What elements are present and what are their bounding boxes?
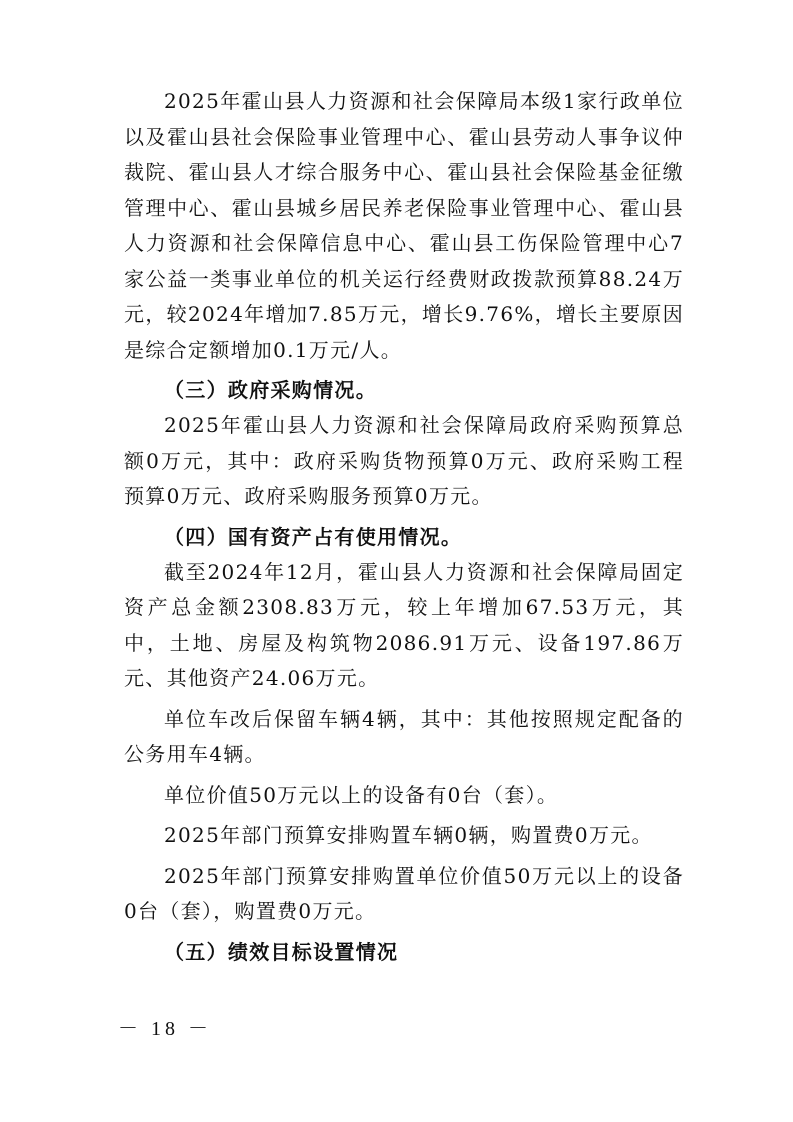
paragraph-procurement-budget: 2025年霍山县人力资源和社会保障局政府采购预算总额0万元，其中：政府采购货物预算0万元、政府采购工程预算0万元、政府采购服务预算0万元。 [124,413,684,508]
paragraph-equipment: 单位价值50万元以上的设备有0台（套）。 [164,782,559,807]
heading-performance-goals: （五）绩效目标设置情况 [164,939,399,964]
paragraph-vehicle-purchase: 2025年部门预算安排购置车辆0辆，购置费0万元。 [164,823,653,847]
document-body [124,84,684,970]
paragraph-vehicles: 单位车改后保留车辆4辆，其中：其他按照规定配备的公务用车4辆。 [124,706,684,766]
paragraph-operating-funds: 2025年霍山县人力资源和社会保障局本级1家行政单位以及霍山县社会保险事业管理中心、霍山县劳动人事争议仲裁院、霍山县人才综合服务中心、霍山县社会保险基金征缴管理中心、霍山县城乡居民养老保险事业管理中心、霍山县人力资源和社会保障信息中心、霍山县工伤保险管理中心7家公益一类事业单位的机关运行经费财政拨款预算88.24万元，较2024年增加7.85万元，增长9.76%，增长主要原因是综合定额增加0.1万元/人。 [124,89,684,362]
page-number: － 18 － [118,1018,212,1040]
heading-state-assets: （四）国有资产占有使用情况。 [164,524,463,549]
paragraph-fixed-assets: 截至2024年12月，霍山县人力资源和社会保障局固定资产总金额2308.83万元，较上年增加67.53万元，其中，土地、房屋及构筑物2086.91万元、设备197.86万元、其他资产24.06万元。 [124,559,684,690]
paragraph-equipment-purchase: 2025年部门预算安排购置单位价值50万元以上的设备0台（套），购置费0万元。 [124,863,684,923]
heading-government-procurement: （三）政府采购情况。 [164,378,377,402]
